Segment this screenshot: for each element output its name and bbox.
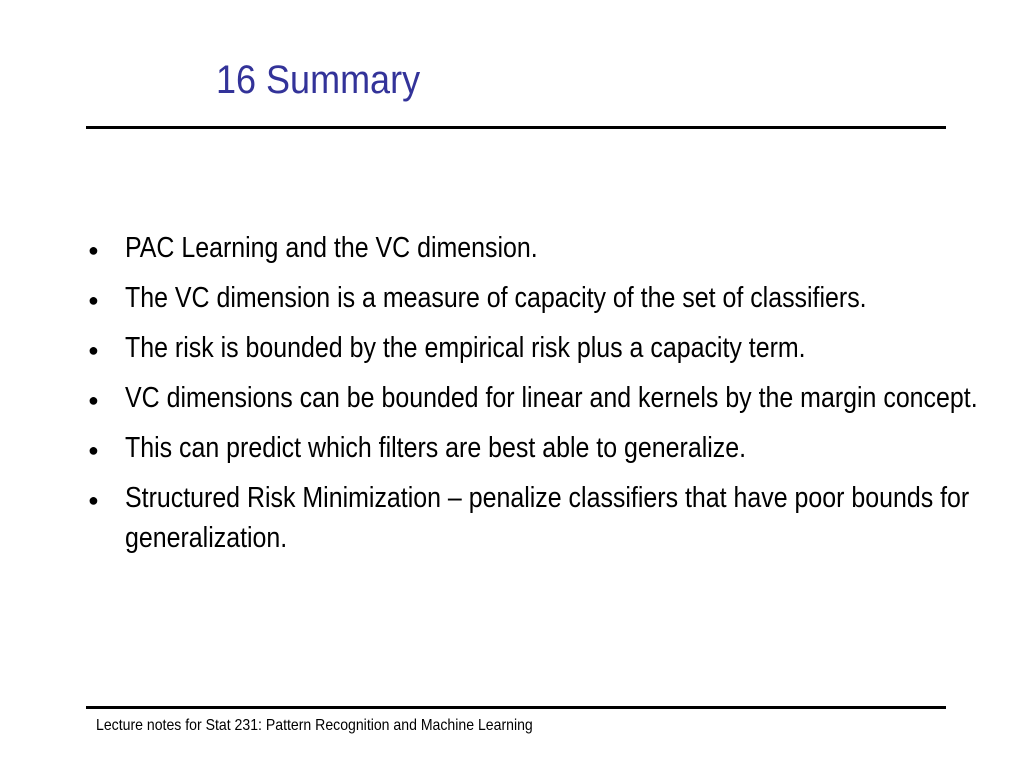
bullet-text: PAC Learning and the VC dimension.: [125, 232, 538, 264]
bullet-text: The risk is bounded by the empirical risk plus a capacity term.: [125, 332, 806, 364]
bullet-icon: ●: [88, 390, 99, 410]
bullet-item: [88, 228, 988, 268]
bullet-item: [88, 278, 988, 318]
bullet-icon: ●: [88, 290, 99, 310]
bullet-text: This can predict which filters are best able to generalize.: [125, 432, 747, 464]
bullet-item: [88, 478, 988, 558]
bullet-list: [88, 228, 988, 568]
bullet-icon: ●: [88, 240, 99, 260]
bullet-item: [88, 328, 988, 368]
title-divider: [86, 126, 946, 129]
bullet-icon: ●: [88, 340, 99, 360]
footer-text: Lecture notes for Stat 231: Pattern Recognition and Machine Learning: [96, 717, 533, 734]
bullet-item: [88, 428, 988, 468]
bullet-icon: ●: [88, 490, 99, 510]
slide-title: 16 Summary: [216, 58, 421, 102]
bullet-text: Structured Risk Minimization – penalize classifiers that have poor bounds for generalization.: [125, 482, 970, 554]
bullet-text: VC dimensions can be bounded for linear and kernels by the margin concept.: [125, 382, 978, 414]
bullet-item: [88, 378, 988, 418]
bullet-text: The VC dimension is a measure of capacity of the set of classifiers.: [125, 282, 867, 314]
footer-divider: [86, 706, 946, 709]
bullet-icon: ●: [88, 440, 99, 460]
